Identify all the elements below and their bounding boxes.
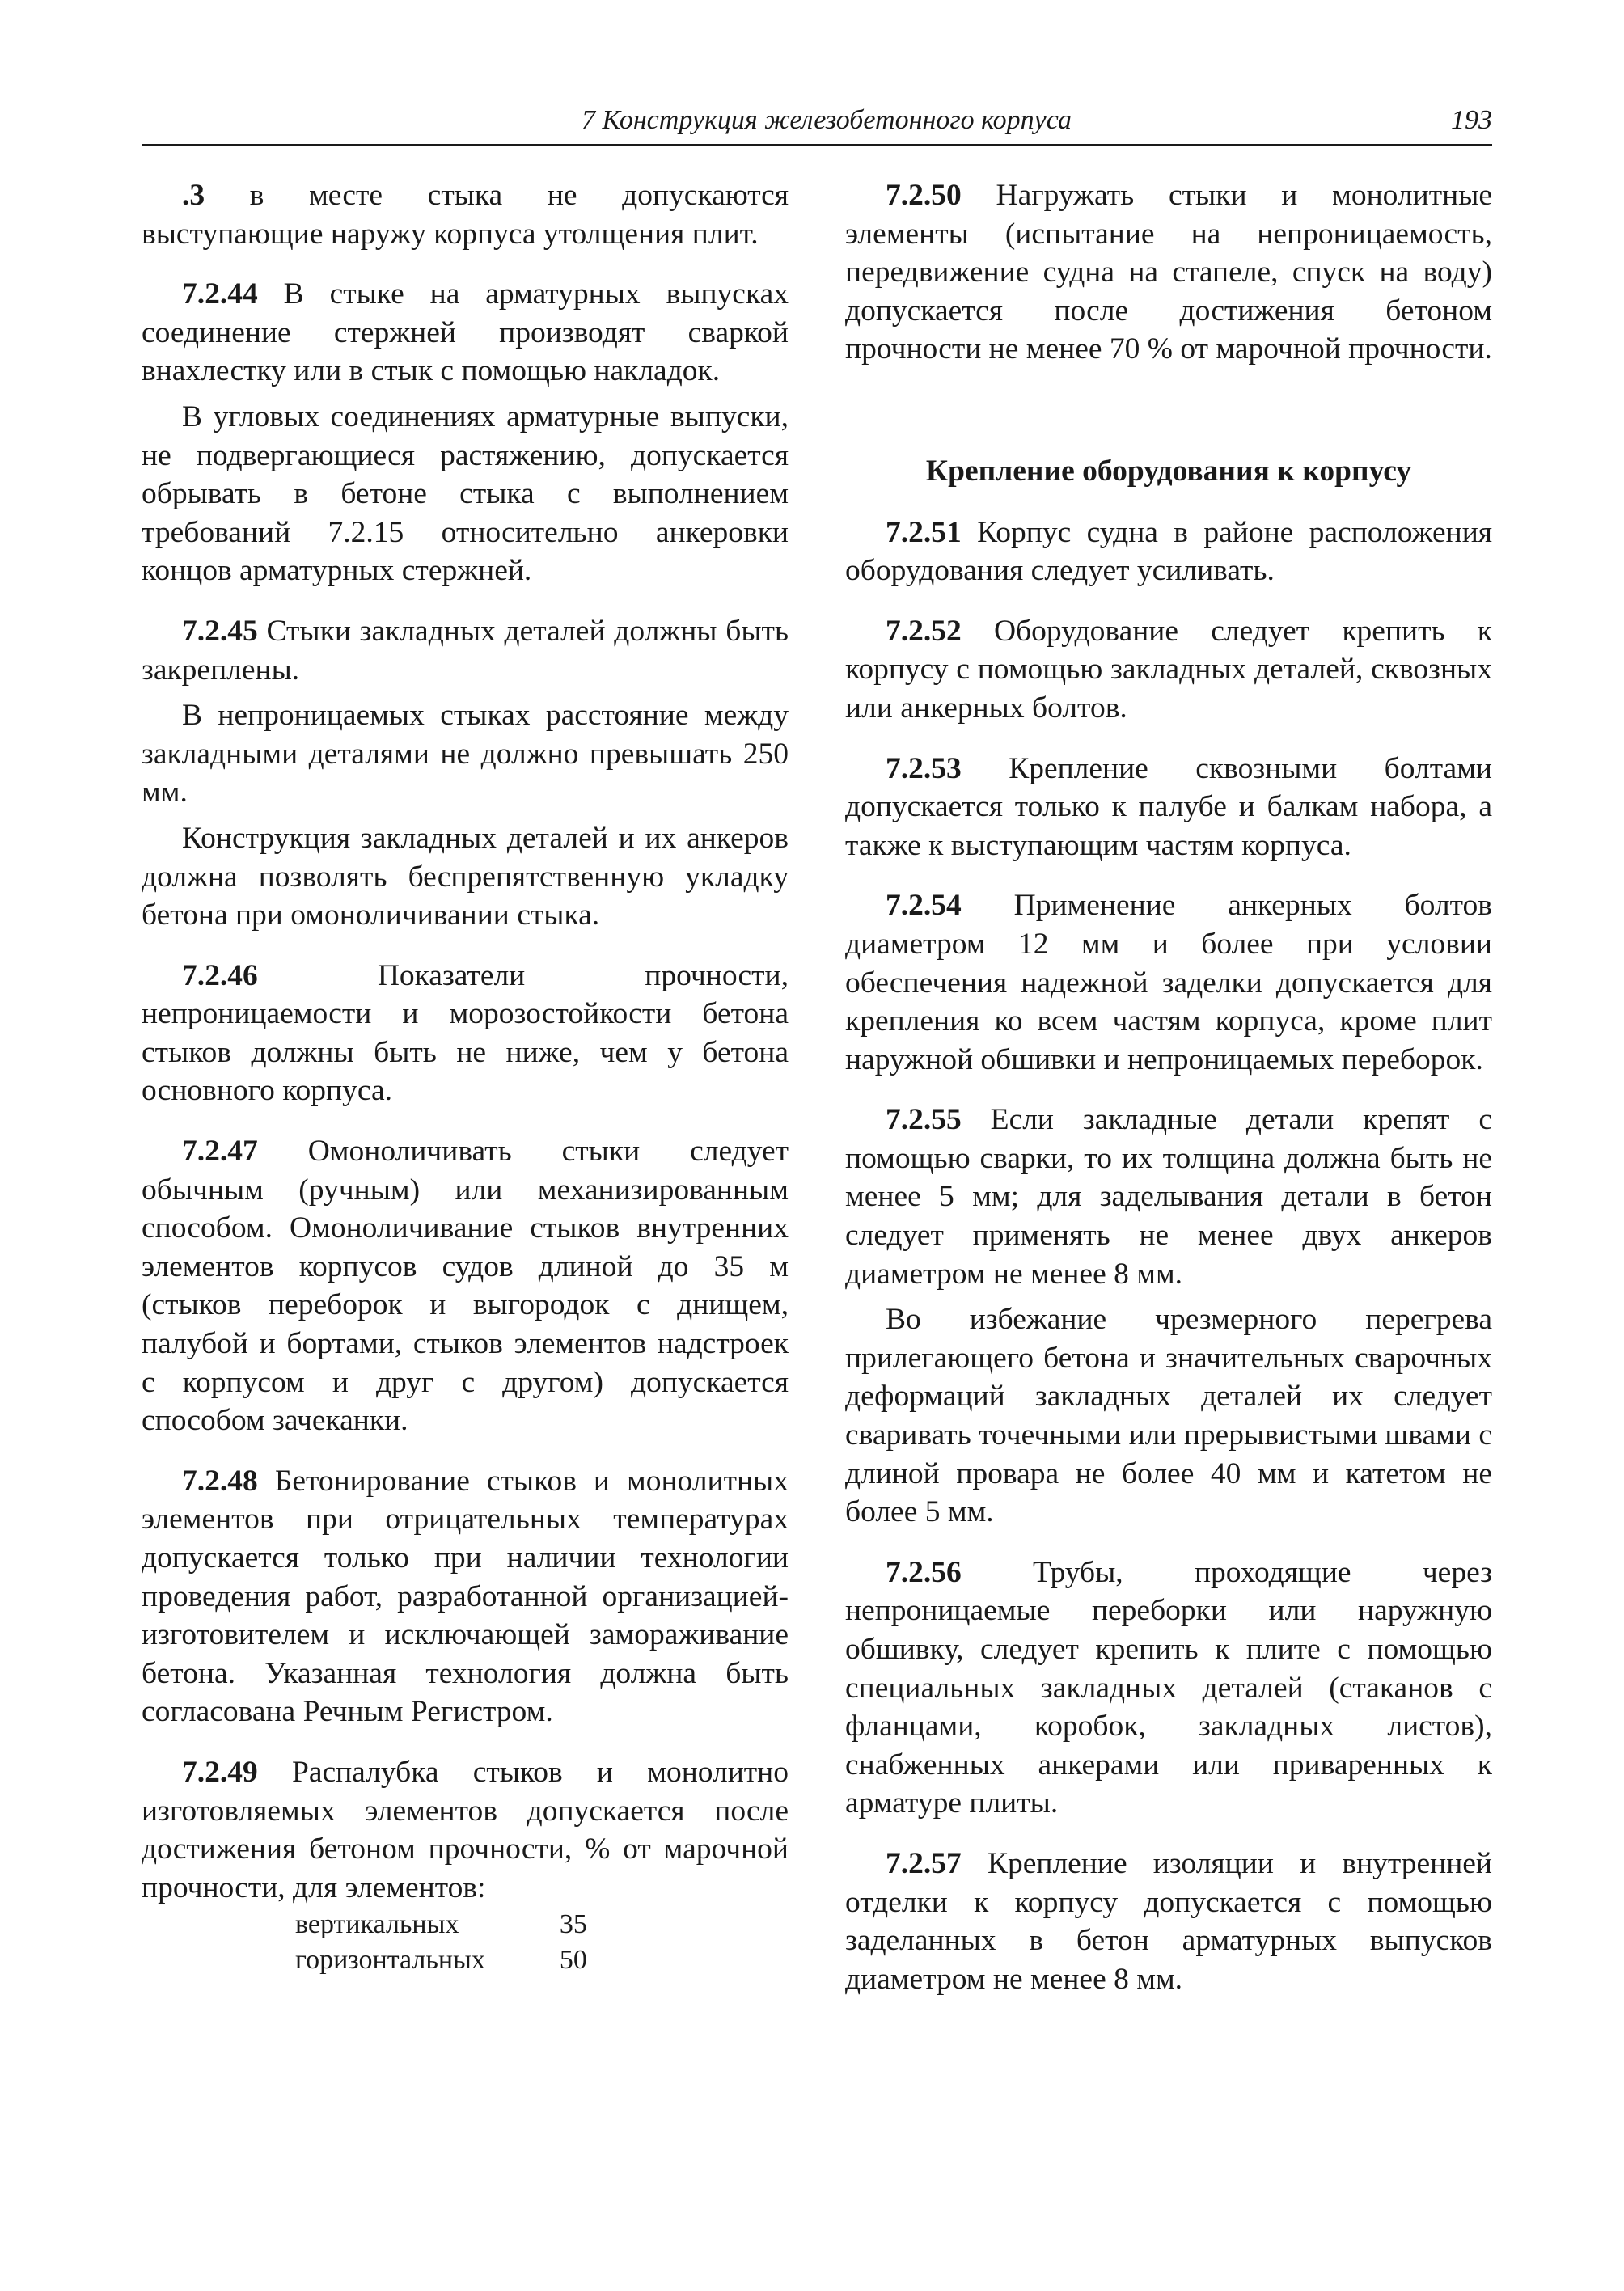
paragraph: 7.2.56 Трубы, проходящие через непроницаемые переборки или наружную обшивку, следует крепить к плите с помощью специальных закладных деталей (стаканов с фланцами, коробок, закладных листов), снабженных анкерами или приваренных к арматуре плиты. (845, 1555, 1492, 1820)
table-cell-element: вертикальных (295, 1909, 459, 1940)
clause-number: 7.2.45 (182, 614, 258, 648)
clause-number: 7.2.49 (182, 1755, 258, 1789)
section-heading: Крепление оборудования к корпусу (925, 454, 1412, 488)
paragraph: 7.2.55 Если закладные детали крепят с помощью сварки, то их толщина должна быть не менее 5 мм; для заделывания детали в бетон следует применять не менее двух анкеров диаметром не менее 8 мм. (845, 1103, 1492, 1291)
paragraph: 7.2.53 Крепление сквозными болтами допускается только к палубе и балкам набора, а также к выступающим частям корпуса. (845, 751, 1492, 862)
paragraph: 7.2.51 Корпус судна в районе расположения оборудования следует усиливать. (845, 515, 1493, 588)
table-cell-element: горизонтальных (295, 1945, 485, 1976)
clause-number: 7.2.46 (182, 958, 258, 992)
paragraph: Конструкция закладных деталей и их анкеров должна позволять беспрепятственную укладку бетона при омоноличивании стыка. (142, 821, 789, 932)
paragraph: В непроницаемых стыках расстояние между закладными деталями не должно превышать 250 мм. (142, 699, 789, 809)
right-column (845, 176, 1492, 2020)
clause-number: 7.2.54 (886, 889, 962, 923)
page-number: 193 (1451, 105, 1492, 135)
clause-number: 7.2.52 (886, 614, 962, 648)
table-cell-value: 50 (559, 1945, 587, 1976)
left-column (142, 176, 789, 1978)
paragraph: 7.2.46 Показатели прочности, непроницаемости и морозостойкости бетона стыков должны быть не ниже, чем у бетона основного корпуса. (142, 958, 789, 1108)
clause-number: 7.2.51 (886, 515, 962, 549)
clause-number: .3 (182, 179, 205, 212)
paragraph: 7.2.54 Применение анкерных болтов диаметром 12 мм и более при условии обеспечения надежной заделки допускается для крепления ко всем частям корпуса, кроме плит наружной обшивки и непроницаемых переборок. (845, 889, 1492, 1076)
strength-table (295, 1907, 587, 1978)
paragraph: В угловых соединениях арматурные выпуски, не подвергающиеся растяжению, допускается обрывать в бетоне стыка с выполнением требований 7.2.15 относительно анкеровки концов арматурных стержней. (142, 399, 789, 588)
running-header (142, 105, 1492, 146)
paragraph: 7.2.49 Распалубка стыков и монолитно изготовляемых элементов допускается после достижения бетоном прочности, % от марочной прочности, для элементов: (142, 1755, 789, 1904)
table-row (295, 1942, 587, 1978)
paragraph: 7.2.47 Омоноличивать стыки следует обычным (ручным) или механизированным способом. Омоноличивание стыков внутренних элементов корпусов судов длиной до 35 м (стыков переборок и выгородок с днищем, палубой и бортами, стыков элементов надстроек с корпусом и друг с другом) допускается способом зачеканки. (142, 1135, 789, 1438)
table-cell-value: 35 (559, 1909, 587, 1940)
paragraph: .3 в месте стыка не допускаются выступающие наружу корпуса утолщения плит. (142, 179, 789, 251)
clause-number: 7.2.44 (182, 277, 258, 311)
clause-number: 7.2.55 (886, 1103, 962, 1137)
clause-number: 7.2.57 (886, 1846, 962, 1880)
paragraph: 7.2.44 В стыке на арматурных выпусках соединение стержней производят сваркой внахлестку или в стык с помощью накладок. (142, 277, 789, 388)
clause-number: 7.2.48 (182, 1464, 258, 1498)
table-row (295, 1907, 587, 1942)
clause-number: 7.2.50 (886, 179, 962, 212)
clause-number: 7.2.47 (182, 1135, 258, 1169)
chapter-title: 7 Конструкция железобетонного корпуса (582, 105, 1072, 135)
paragraph: 7.2.52 Оборудование следует крепить к корпусу с помощью закладных деталей, сквозных или анкерных болтов. (845, 614, 1493, 725)
paragraph: 7.2.45 Стыки закладных деталей должны быть закреплены. (142, 614, 789, 687)
clause-number: 7.2.53 (886, 751, 962, 785)
paragraph: 7.2.50 Нагружать стыки и монолитные элементы (испытание на непроницаемость, передвижение судна на стапеле, спуск на воду) допускается после достижения бетоном прочности не менее 70 % от марочной прочности. (845, 179, 1493, 366)
paragraph: 7.2.57 Крепление изоляции и внутренней отделки к корпусу допускается с помощью заделанных в бетон арматурных выпусков диаметром не менее 8 мм. (845, 1846, 1492, 1996)
paragraph: 7.2.48 Бетонирование стыков и монолитных элементов при отрицательных температурах допускается только при наличии технологии проведения работ, разработанной организацией-изготовителем и исключающей замораживание бетона. Указанная технология должна быть согласована Речным Регистром. (142, 1464, 789, 1729)
clause-number: 7.2.56 (886, 1555, 962, 1589)
paragraph: Во избежание чрезмерного перегрева прилегающего бетона и значительных сварочных деформаций закладных деталей их следует сваривать точечными или прерывистыми швами с длиной провара не более 40 мм и катетом не более 5 мм. (845, 1303, 1492, 1529)
